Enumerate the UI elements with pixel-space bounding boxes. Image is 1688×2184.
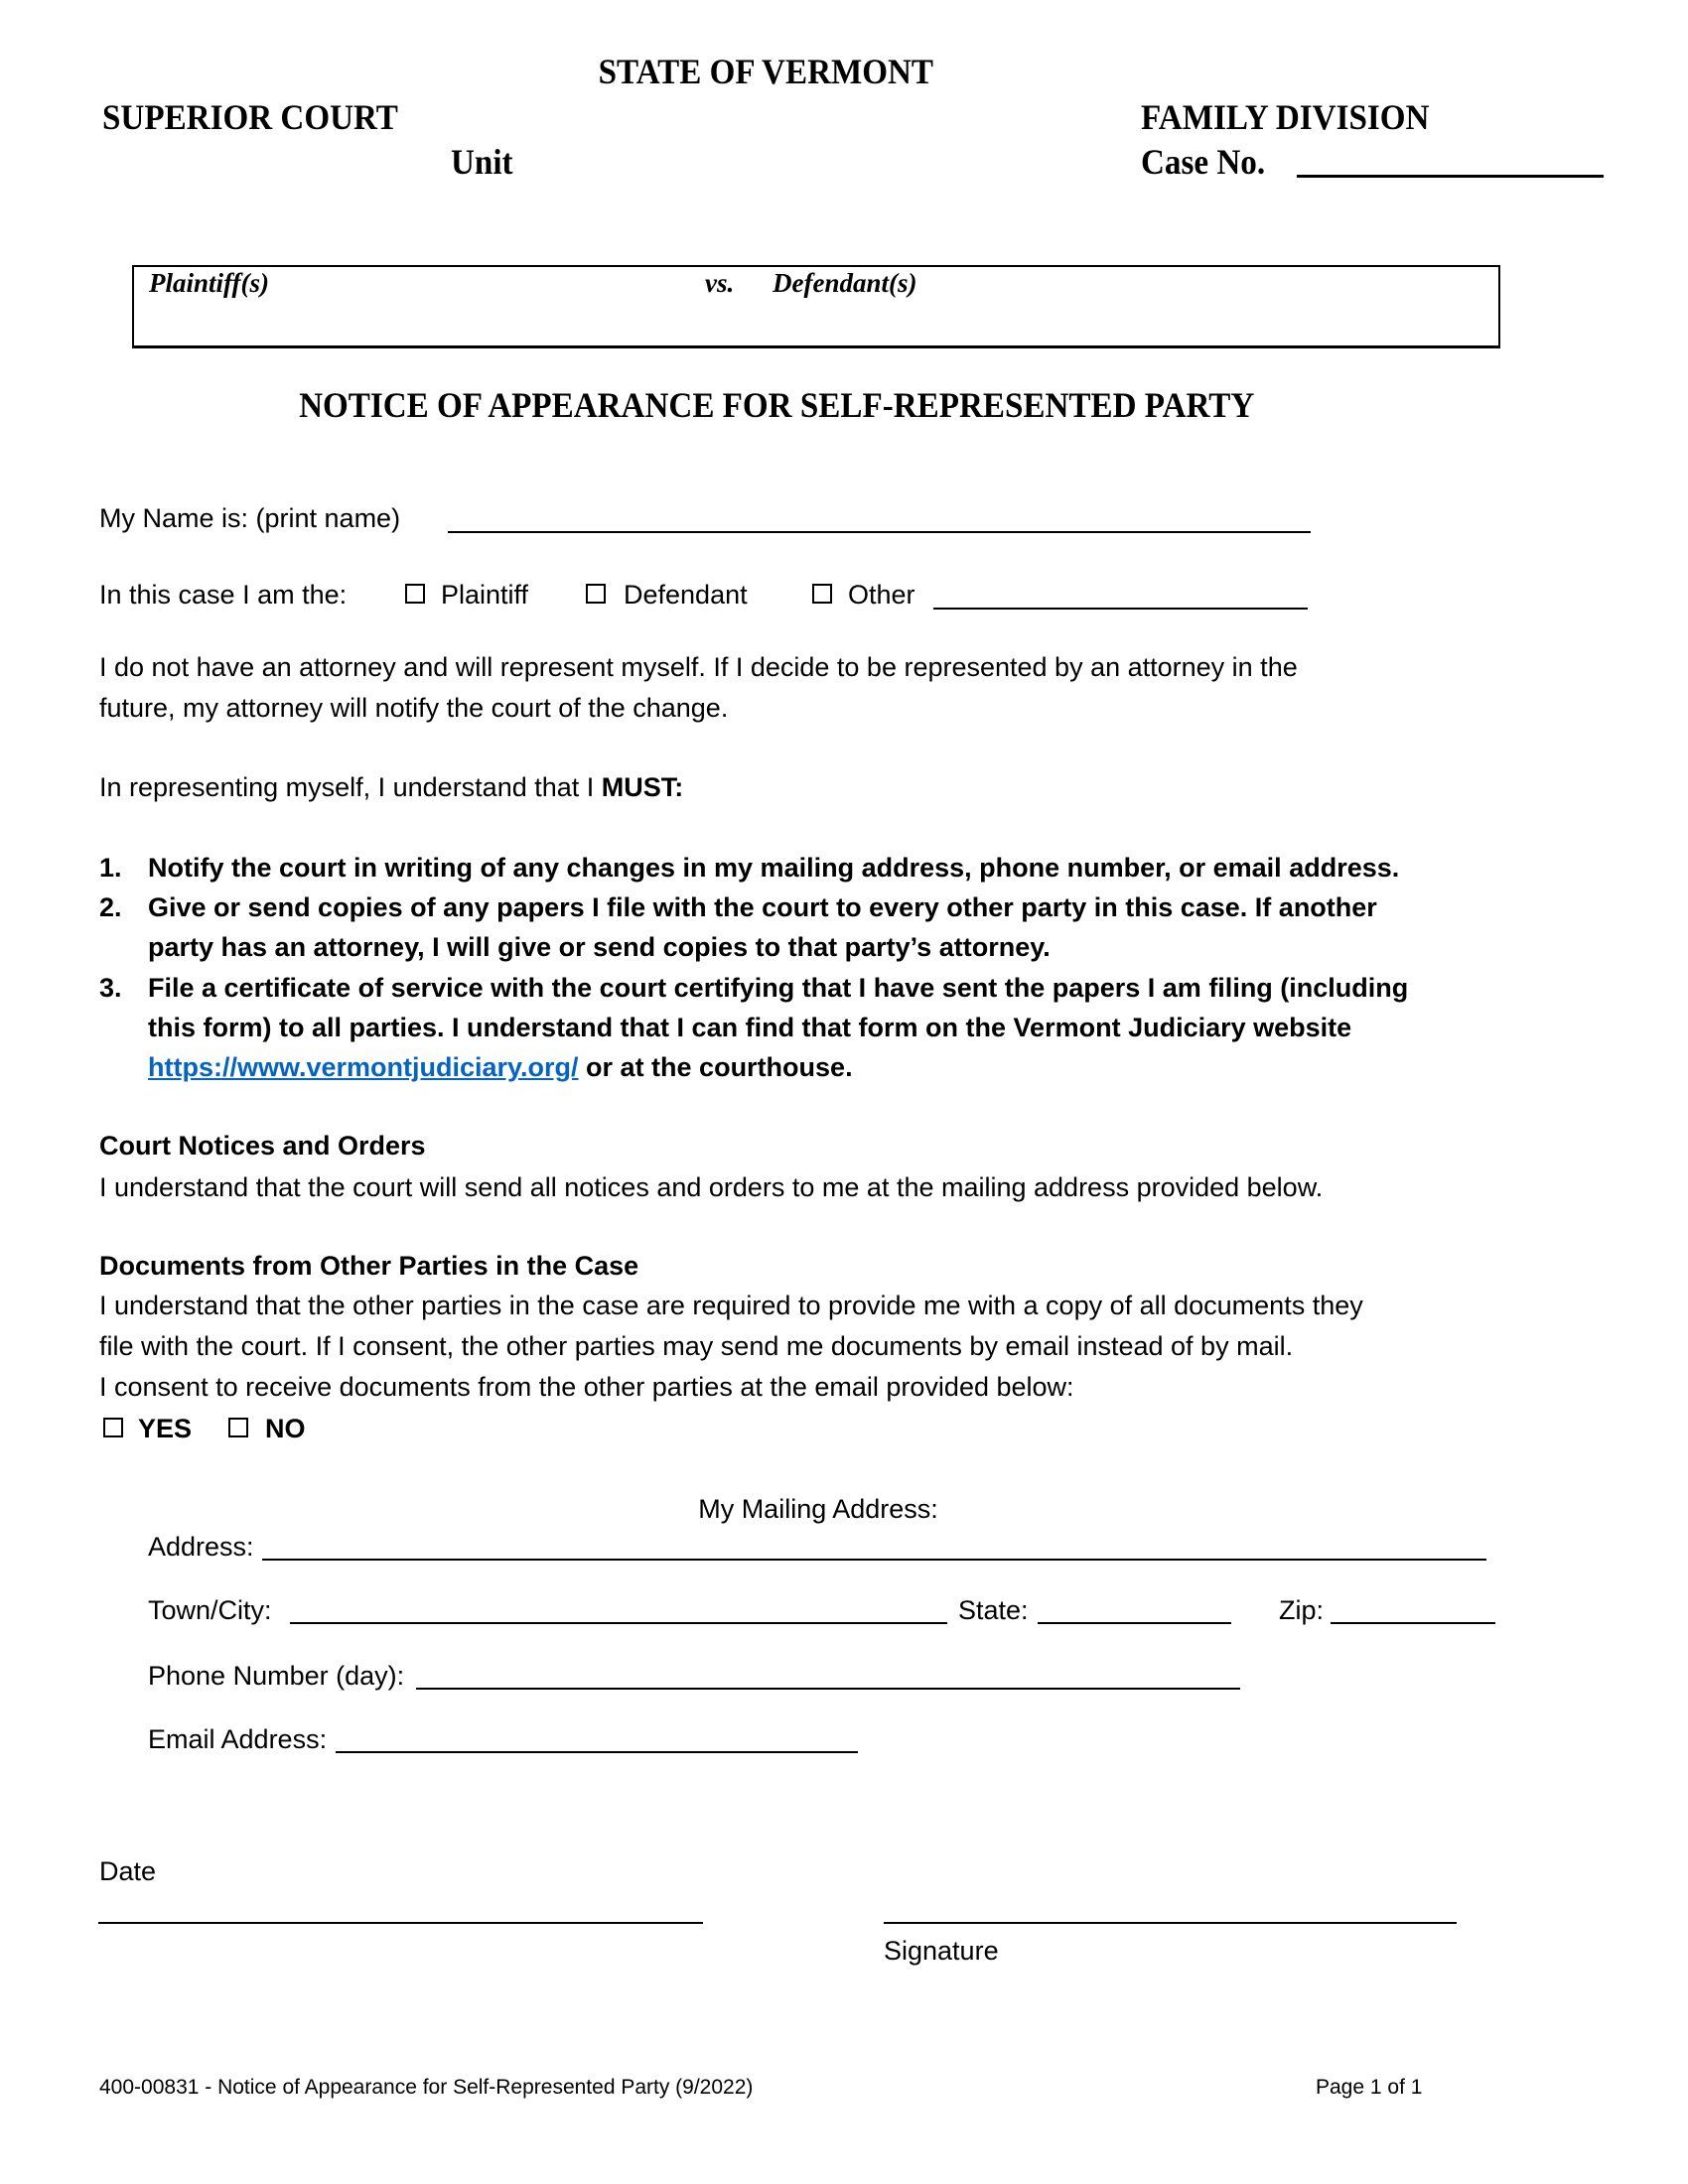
phone-field[interactable]: [416, 1688, 1240, 1690]
defendant-option: Defendant: [624, 580, 748, 610]
division-heading: FAMILY DIVISION: [1141, 97, 1430, 137]
list-item-2b: party has an attorney, I will give or send copies to that party’s attorney.: [148, 932, 1051, 962]
plaintiff-option: Plaintiff: [441, 580, 529, 610]
zip-label: Zip:: [1279, 1595, 1325, 1625]
other-field[interactable]: [933, 608, 1308, 610]
email-field[interactable]: [336, 1751, 858, 1753]
email-label: Email Address:: [148, 1724, 328, 1754]
address-field[interactable]: [262, 1559, 1486, 1561]
other-checkbox[interactable]: [812, 584, 832, 604]
date-field[interactable]: [98, 1922, 703, 1924]
documents-line3: I consent to receive documents from the other parties at the email provided below:: [99, 1372, 1074, 1402]
no-checkbox[interactable]: [228, 1418, 248, 1437]
must-intro-text: In representing myself, I understand that I: [99, 772, 595, 802]
judiciary-link[interactable]: https://www.vermontjudiciary.org/: [148, 1052, 579, 1082]
zip-field[interactable]: [1331, 1622, 1495, 1624]
list-num-1: 1.: [99, 853, 122, 883]
name-field[interactable]: [448, 531, 1311, 533]
list-item-2a: Give or send copies of any papers I file with the court to every other party in this case. If another: [148, 892, 1377, 922]
footer-page-number: Page 1 of 1: [1316, 2076, 1423, 2099]
defendant-checkbox[interactable]: [586, 584, 606, 604]
must-intro: [99, 767, 683, 807]
para1-line2: future, my attorney will notify the court of the change.: [99, 693, 729, 723]
para1-line1: I do not have an attorney and will represent myself. If I decide to be represented by an attorney in the: [99, 652, 1298, 682]
role-label: In this case I am the:: [99, 580, 348, 610]
town-label: Town/City:: [148, 1595, 272, 1625]
list-item-3c: [148, 1047, 853, 1087]
must-bold: MUST:: [601, 772, 684, 802]
state-field[interactable]: [1038, 1622, 1231, 1624]
date-label: Date: [99, 1856, 157, 1886]
court-heading: SUPERIOR COURT: [102, 97, 398, 137]
plaintiff-checkbox[interactable]: [405, 584, 425, 604]
list-item-3a: File a certificate of service with the court certifying that I have sent the papers I am filing (including: [148, 973, 1409, 1003]
mailing-address-heading: My Mailing Address:: [698, 1494, 938, 1524]
case-no-field[interactable]: [1297, 175, 1604, 178]
case-no-label: Case No.: [1141, 142, 1266, 182]
list-item-3c-text: or at the courthouse.: [578, 1052, 853, 1082]
town-field[interactable]: [290, 1622, 947, 1624]
name-label: My Name is: (print name): [99, 503, 401, 533]
phone-label: Phone Number (day):: [148, 1661, 405, 1691]
defendant-caption: Defendant(s): [773, 268, 917, 298]
signature-field[interactable]: [884, 1922, 1457, 1924]
list-item-1: Notify the court in writing of any changes in my mailing address, phone number, or email address.: [148, 853, 1400, 883]
documents-line2: file with the court. If I consent, the other parties may send me documents by email instead of by mail.: [99, 1331, 1294, 1361]
form-title: NOTICE OF APPEARANCE FOR SELF-REPRESENTED PARTY: [299, 385, 1255, 425]
footer-form-id: 400-00831 - Notice of Appearance for Self-Represented Party (9/2022): [99, 2076, 754, 2099]
state-heading: STATE OF VERMONT: [598, 52, 934, 91]
list-item-3b: this form) to all parties. I understand that I can find that form on the Vermont Judiciary website: [148, 1013, 1352, 1042]
yes-label: YES: [138, 1414, 193, 1443]
vs-caption: vs.: [705, 268, 735, 298]
other-option: Other: [848, 580, 915, 610]
state-label: State:: [958, 1595, 1029, 1625]
documents-line1: I understand that the other parties in the case are required to provide me with a copy of all documents they: [99, 1291, 1363, 1320]
notices-text: I understand that the court will send all notices and orders to me at the mailing address provided below.: [99, 1172, 1324, 1202]
address-label: Address:: [148, 1532, 254, 1562]
notices-heading: Court Notices and Orders: [99, 1131, 426, 1160]
list-num-3: 3.: [99, 973, 122, 1003]
list-num-2: 2.: [99, 892, 122, 922]
unit-label: Unit: [451, 142, 513, 182]
documents-heading: Documents from Other Parties in the Case: [99, 1251, 639, 1281]
no-label: NO: [265, 1414, 306, 1443]
plaintiff-caption: Plaintiff(s): [149, 268, 269, 298]
yes-checkbox[interactable]: [103, 1418, 123, 1437]
signature-label: Signature: [884, 1936, 999, 1966]
